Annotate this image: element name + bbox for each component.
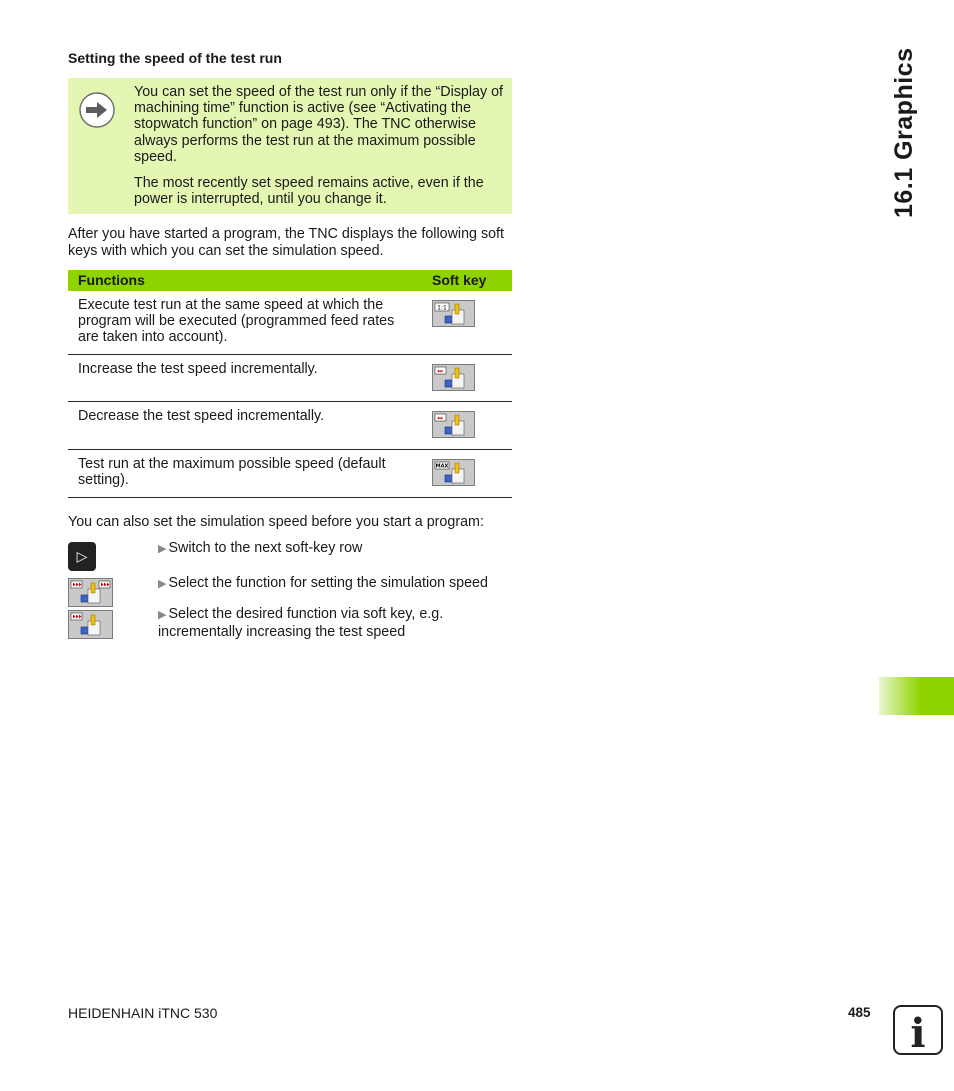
softkey-increase-speed[interactable] [68,610,113,639]
table-header [68,270,512,291]
note-paragraph-2: The most recently set speed remains active, even if the power is interrupted, until you change it. [134,175,484,208]
speed-1-1-icon [433,301,474,326]
step-text: Switch to the next soft-key row [168,540,363,556]
page-number: 485 [848,1005,871,1020]
speed-decrease-icon [433,412,474,437]
next-softkey-row-button[interactable] [68,542,96,571]
row-description: Test run at the maximum possible speed (default setting). [78,456,386,488]
note-box [68,78,512,214]
info-glyph [895,1007,941,1053]
step-1 [158,540,362,558]
chapter-thumb-tab [879,677,954,715]
section-heading: Setting the speed of the test run [68,50,282,66]
arrow-right-icon [79,92,115,128]
softkey-badge: ▸▸ [437,368,444,375]
step-text: Select the function for setting the simulation speed [168,575,488,591]
bullet-triangle-icon: ▶ [158,578,167,590]
step-2 [158,575,488,593]
bullet-triangle-icon: ▶ [158,609,167,621]
softkey-simulation-speed[interactable] [68,578,113,607]
softkey-speed-increase[interactable] [432,364,475,391]
row-description: Execute test run at the same speed at which the program will be executed (programmed feed rates are taken into account). [78,297,395,345]
softkey-badge: MAX [435,463,449,470]
note-paragraph-1: You can set the speed of the test run only if the “Display of machining time” function is active (see “Activating the stopwatch function” on page 493). The TNC otherwise always performs the test run at the maximum possible speed. [134,84,504,165]
softkey-badge: 1:1 [437,304,447,312]
footer-product: HEIDENHAIN iTNC 530 [68,1005,218,1021]
step-text: Select the desired function via soft key, e.g. incrementally increasing the test speed [158,606,444,640]
increase-speed-icon [69,611,112,638]
chapter-title: 16.1 Graphics [890,47,918,218]
header-functions: Functions [78,272,145,288]
bullet-triangle-icon: ▶ [158,543,167,555]
table-row [68,402,512,450]
header-soft-key: Soft key [432,272,487,288]
speed-increase-icon [433,365,474,390]
row-description: Increase the test speed incrementally. [78,361,318,377]
softkey-speed-max[interactable] [432,459,475,486]
simulation-speed-icon [69,579,112,606]
next-row-arrow-icon: ▷ [76,548,88,564]
functions-table [68,270,512,498]
softkey-speed-decrease[interactable] [432,411,475,438]
softkey-badge: ▸▸ [437,415,444,422]
table-row [68,355,512,402]
also-paragraph: You can also set the simulation speed before you start a program: [68,514,484,530]
table-row [68,450,512,498]
intro-paragraph: After you have started a program, the TNC displays the following soft keys with which you can set the simulation speed. [68,226,505,259]
row-description: Decrease the test speed incrementally. [78,408,325,424]
info-icon [893,1005,943,1055]
softkey-speed-1-1[interactable] [432,300,475,327]
step-3 [158,606,458,641]
info-letter: i [910,1010,926,1053]
table-row [68,291,512,355]
speed-max-icon [433,460,474,485]
